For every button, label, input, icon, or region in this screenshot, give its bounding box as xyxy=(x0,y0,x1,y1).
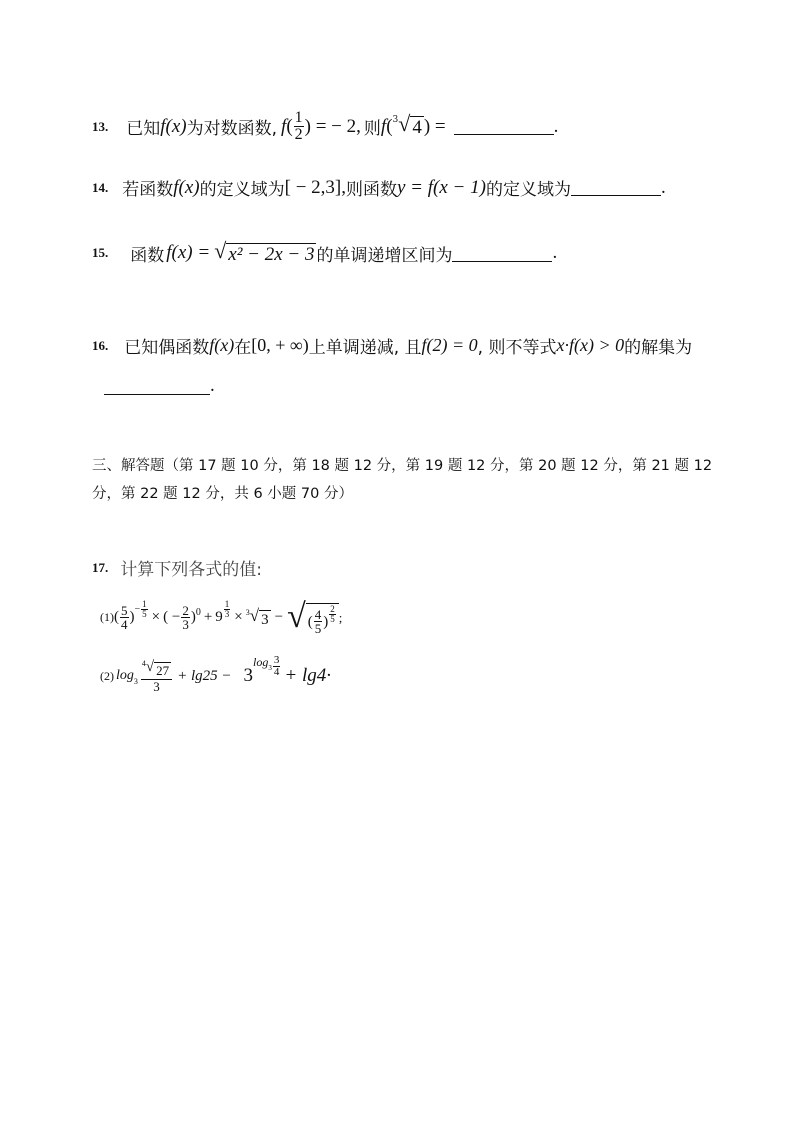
math-domain: [0, + ∞) xyxy=(251,335,309,355)
question-text: 的定义域为 xyxy=(199,180,285,200)
period: . xyxy=(552,242,558,264)
question-16 xyxy=(92,333,692,358)
fraction-one-half xyxy=(294,110,304,143)
math-value: ) = − 2, xyxy=(304,115,361,137)
section-heading xyxy=(92,452,712,508)
square-root xyxy=(214,240,316,267)
question-15 xyxy=(92,240,557,267)
question-number: 15. xyxy=(92,245,109,261)
question-17 xyxy=(92,555,262,580)
fraction xyxy=(273,655,281,678)
root-index: 3 xyxy=(245,608,250,617)
denominator: 3 xyxy=(153,678,160,694)
answer-blank[interactable] xyxy=(104,378,210,395)
cube-root-4 xyxy=(398,113,424,140)
denominator: 3 xyxy=(224,609,230,619)
times-sign: × xyxy=(234,609,243,625)
question-13 xyxy=(92,110,558,143)
question-number: 17. xyxy=(92,559,109,575)
numerator: 1 xyxy=(294,109,303,126)
denominator: 3 xyxy=(182,617,189,632)
math-domain: [ − 2,3], xyxy=(284,176,346,198)
question-text: 的单调递增区间为 xyxy=(316,245,453,266)
denominator: 4 xyxy=(273,665,280,678)
question-text: 已知偶函数 xyxy=(124,338,210,358)
numerator: 1 xyxy=(142,599,147,609)
question-number: 13. xyxy=(92,118,109,134)
square-root xyxy=(287,600,339,635)
radical-sign-icon: √ xyxy=(249,605,260,625)
exponent-sign: − xyxy=(134,604,141,615)
numerator: 2 xyxy=(330,604,335,614)
math-fx: f(x) xyxy=(209,335,235,355)
plus-sign: + xyxy=(203,609,213,625)
math-fx: f(x) xyxy=(173,176,200,198)
math-fx: f(x) = xyxy=(166,242,211,264)
expression-end: + lg4· xyxy=(284,665,331,687)
question-17-part-2 xyxy=(100,653,331,694)
section-heading-line: 三、解答题（第 17 题 10 分，第 18 题 12 分，第 19 题 12 分，第 20 题 12 分，第 21 题 12 xyxy=(92,458,713,474)
math-f: f xyxy=(380,115,387,137)
math-paren: ( xyxy=(386,115,393,137)
exponent-fraction xyxy=(141,600,148,619)
question-17-part-1: (1) ( $\frac{5}{4}$ ) − $\frac{1}{5}$ × ( − $\frac{2}{3}$ ) 0 + 9 $\frac{1}{3}$ × 3 √ 3 − √ ( $\frac{4}{5}$ ) $\frac{2}{5}$ ; xyxy=(100,598,343,636)
base-nine: 9 xyxy=(215,609,223,625)
period: . xyxy=(553,115,559,137)
exponent-fraction xyxy=(329,605,336,624)
numerator: 4 xyxy=(314,607,322,622)
period: . xyxy=(210,375,215,396)
denominator: 5 xyxy=(142,609,147,619)
math-paren: ( xyxy=(286,115,293,137)
question-16-answer-line xyxy=(104,375,215,397)
semicolon: ; xyxy=(338,609,343,625)
math-value: ) = xyxy=(423,115,446,137)
question-text: 的定义域为 xyxy=(485,180,571,200)
question-text: 已知 xyxy=(126,119,161,139)
math-f: f xyxy=(281,115,287,137)
radical-sign-icon: √ xyxy=(214,238,227,263)
root-index: 4 xyxy=(141,659,146,668)
expression-part: + lg25 − xyxy=(177,667,232,684)
fraction xyxy=(120,604,129,631)
question-text: 的解集为 xyxy=(624,338,693,358)
math-f2: f(2) = 0 xyxy=(421,335,478,355)
radicand: 27 xyxy=(156,663,170,678)
question-text: 函数 xyxy=(130,245,165,266)
answer-blank[interactable] xyxy=(452,245,552,262)
radical-sign-icon: √ xyxy=(398,111,411,137)
denominator: 5 xyxy=(330,614,335,624)
answer-blank[interactable] xyxy=(571,179,661,196)
denominator: 2 xyxy=(294,126,303,143)
base-three: 3 xyxy=(243,665,254,687)
cube-root-3 xyxy=(250,607,271,629)
numerator: 5 xyxy=(121,603,128,618)
period: . xyxy=(660,176,666,198)
question-text: 则 xyxy=(363,119,381,139)
answer-blank[interactable] xyxy=(454,118,554,135)
denominator: 4 xyxy=(121,617,128,632)
numerator xyxy=(141,660,172,680)
question-number: 14. xyxy=(92,179,109,195)
fraction xyxy=(181,604,190,631)
question-number: 16. xyxy=(92,337,109,353)
question-text: 在 xyxy=(234,338,252,358)
question-text: , 则不等式 xyxy=(477,338,557,358)
minus-sign: − xyxy=(274,609,284,625)
denominator: 5 xyxy=(314,621,322,636)
numerator: 1 xyxy=(224,599,230,609)
section-heading-line: 分，第 22 题 12 分，共 6 小题 70 分） xyxy=(92,486,353,502)
exponent: 0 xyxy=(195,607,201,618)
question-title: 计算下列各式的值: xyxy=(120,560,262,580)
log-text: log xyxy=(116,668,134,684)
radicand: 3 xyxy=(261,611,269,628)
math-y: y = f(x − 1) xyxy=(397,176,486,198)
math-inequality: x·f(x) > 0 xyxy=(556,335,625,355)
paren-open: ( − xyxy=(163,609,181,625)
question-text: 若函数 xyxy=(122,180,174,200)
exponent-expression xyxy=(253,655,281,678)
log-base: 3 xyxy=(268,663,272,672)
fourth-root-27 xyxy=(146,660,171,679)
radical-sign-icon: √ xyxy=(145,659,155,675)
question-text: 为对数函数, xyxy=(186,119,278,139)
question-14 xyxy=(92,175,666,200)
exponent-fraction xyxy=(224,600,231,619)
paren-close: ) xyxy=(190,609,196,625)
radicand: 4 xyxy=(412,117,422,139)
radicand: ( $\frac{4}{5}$ ) $\frac{2}{5}$ xyxy=(306,603,339,635)
part-label: (1) xyxy=(100,610,114,624)
radicand: x² − 2x − 3 xyxy=(228,244,315,265)
log-text: log xyxy=(253,654,269,669)
math-arg: (x) xyxy=(165,115,187,137)
fraction xyxy=(314,608,323,635)
math-f: f xyxy=(160,115,166,137)
part-label: (2) xyxy=(100,668,114,683)
times-sign: × xyxy=(151,609,161,625)
root-index: 3 xyxy=(392,114,399,125)
fraction xyxy=(141,660,172,693)
numerator: 2 xyxy=(182,603,189,618)
radical-sign-icon: √ xyxy=(287,598,306,635)
log-base: 3 xyxy=(133,676,138,686)
question-text: 则函数 xyxy=(346,180,397,200)
numerator: 3 xyxy=(273,653,280,666)
question-text: 上单调递减, 且 xyxy=(308,338,422,358)
